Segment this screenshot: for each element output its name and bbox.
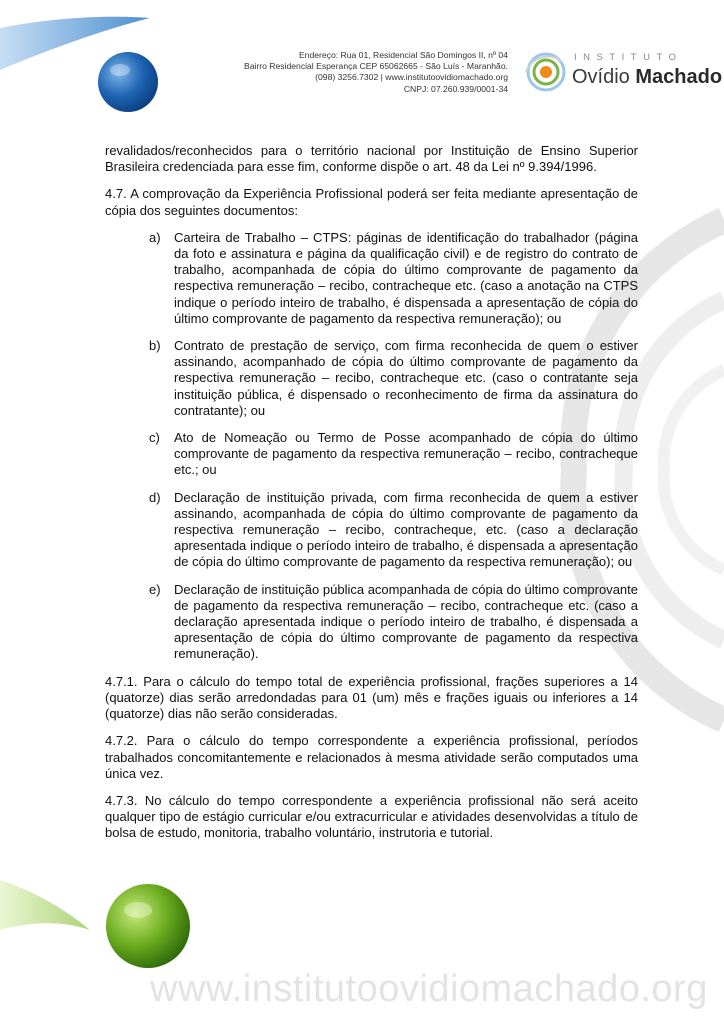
list-item bbox=[105, 430, 638, 479]
logo-name-regular: Ovídio bbox=[572, 66, 630, 88]
logo-mark-icon bbox=[522, 50, 566, 94]
address-line: Endereço: Rua 01, Residencial São Domingos II, nº 04 bbox=[298, 50, 508, 60]
logo-small-text: INSTITUTO bbox=[574, 52, 683, 63]
section-4-7-2: 4.7.2. Para o cálculo do tempo correspondente a experiência profissional, períodos trabalhados concomitantemente e relacionados à mesma atividade serão computados uma única vez. bbox=[105, 733, 638, 781]
intro-paragraph: revalidados/reconhecidos para o território nacional por Instituição de Ensino Superior Brasileira credenciada para esse fim, conforme dispõe o art. 48 da Lei nº 9.394/1996. bbox=[105, 143, 638, 175]
list-item bbox=[105, 582, 638, 663]
header-decoration bbox=[0, 0, 200, 140]
address-line: Bairro Residencial Esperança CEP 65062665 - São Luís - Maranhão. bbox=[243, 61, 508, 72]
document-body bbox=[105, 143, 638, 853]
list-marker: c) bbox=[149, 430, 160, 446]
logo-name bbox=[572, 66, 722, 89]
address-line: (098) 3256.7302 | www.institutoovidiomachado.org bbox=[315, 72, 508, 83]
list-item-text: Contrato de prestação de serviço, com firma reconhecida de quem o estiver assinando, acompanhado de cópia do último comprovante de pagamento da respectiva remuneração – recibo, contracheque etc. (caso o contratante seja instituição pública, é dispensado o reconhecimento de firma da assinatura do contratante); ou bbox=[174, 338, 638, 418]
list-marker: a) bbox=[149, 229, 161, 245]
list-marker: d) bbox=[149, 489, 161, 505]
list-item bbox=[105, 230, 638, 327]
list-marker: b) bbox=[149, 338, 161, 354]
list-item-text: Declaração de instituição pública acompanhada de cópia do último comprovante de pagamento da respectiva remuneração – recibo, contracheque etc. (caso a declaração apresentada indique o período inteiro de trabalho, é dispensada a apresentação de cópia do último comprovante de pagamento da respectiva remuneração). bbox=[174, 581, 638, 662]
section-4-7-3: 4.7.3. No cálculo do tempo correspondente a experiência profissional não será aceito qualquer tipo de estágio curricular e/ou extracurricular e atividades desenvolvidas a título de bolsa de estudo, monitoria, trabalho voluntário, instrutoria e tutorial. bbox=[105, 792, 638, 841]
list-item-text: Declaração de instituição privada, com firma reconhecida de quem a estiver assinando, acompanhada de cópia do último comprovante de pagamento da respectiva remuneração – recibo, contracheque, etc. (caso a declaração apresentada indique o período inteiro de trabalho, é dispensada a apresentação de cópia do último comprovante de pagamento da respectiva remuneração); ou bbox=[174, 489, 638, 570]
institute-logo bbox=[522, 48, 723, 98]
section-4-7-1: 4.7.1. Para o cálculo do tempo total de experiência profissional, frações superiores a 14 (quatorze) dias serão arredondadas para 01 (um) mês e frações iguais ou inferiores a 14 (quatorze) dias não serão consideradas. bbox=[105, 673, 638, 722]
footer-url: www.institutoovidiomachado.org bbox=[150, 968, 708, 1010]
list-item-text: Carteira de Trabalho – CTPS: páginas de identificação do trabalhador (página da foto e assinatura e página da qualificação civil) e de registro do contrato de trabalho, acompanhada de cópia do último comprovante de pagamento da respectiva remuneração – recibo, contracheque etc. (caso a anotação na CTPS indique o período inteiro de trabalho, é dispensada a apresentação de cópia do último comprovante de pagamento da respectiva remuneração); ou bbox=[174, 229, 638, 326]
list-item bbox=[105, 490, 638, 571]
list-item bbox=[105, 338, 638, 419]
header-address bbox=[200, 50, 508, 95]
list-marker: e) bbox=[149, 581, 161, 597]
section-4-7: 4.7. A comprovação da Experiência Profissional poderá ser feita mediante apresentação de cópia dos seguintes documentos: bbox=[105, 186, 638, 218]
logo-name-bold: Machado bbox=[635, 66, 723, 88]
list-item-text: Ato de Nomeação ou Termo de Posse acompanhado de cópia do último comprovante de pagamento da respectiva remuneração – recibo, contracheque etc.; ou bbox=[174, 430, 638, 478]
cnpj-line: CNPJ: 07.260.939/0001-34 bbox=[403, 83, 508, 94]
documents-list bbox=[105, 230, 638, 663]
